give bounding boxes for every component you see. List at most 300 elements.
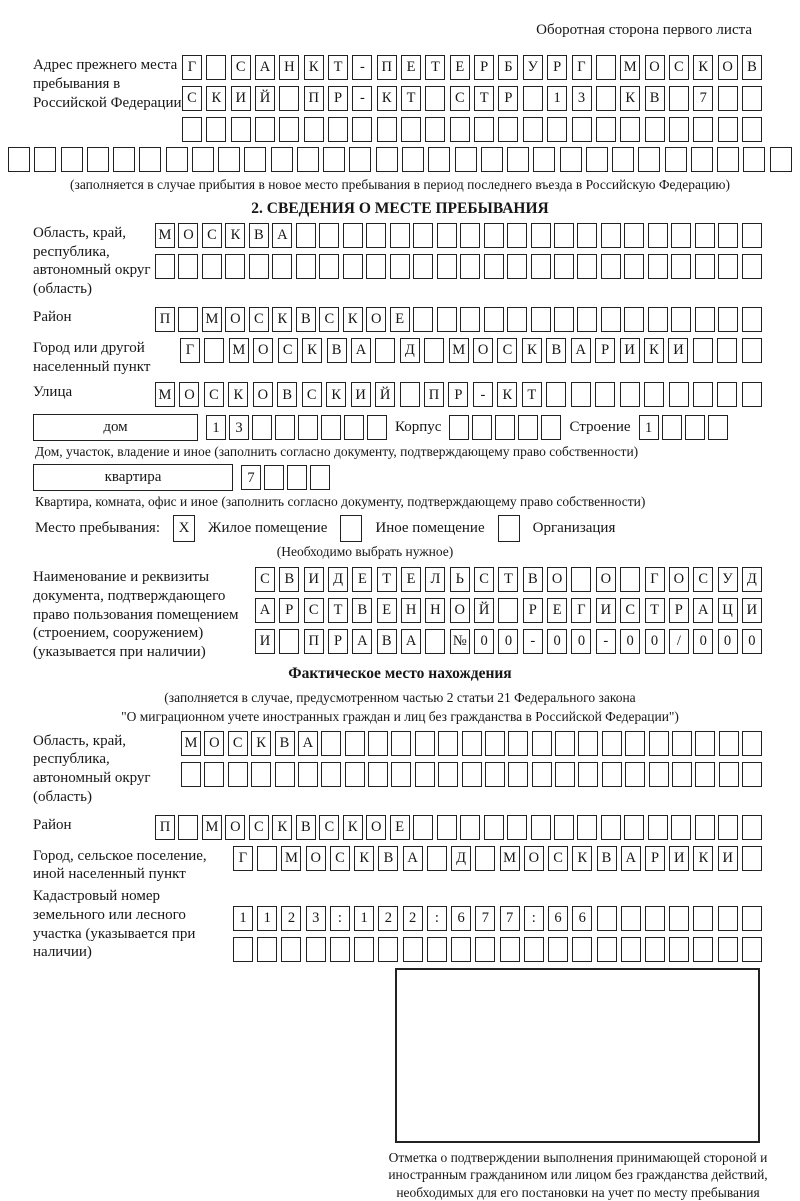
- char-box[interactable]: В: [279, 567, 299, 592]
- char-box[interactable]: К: [497, 382, 517, 407]
- char-box[interactable]: [345, 762, 365, 787]
- char-box[interactable]: [485, 731, 505, 756]
- char-box[interactable]: [251, 762, 271, 787]
- char-box[interactable]: [577, 223, 597, 248]
- char-box[interactable]: С: [497, 338, 517, 363]
- char-box[interactable]: [507, 815, 527, 840]
- char-box[interactable]: [377, 117, 397, 142]
- char-box[interactable]: Г: [571, 598, 591, 623]
- char-box[interactable]: К: [206, 86, 226, 111]
- char-box[interactable]: [366, 223, 386, 248]
- char-box[interactable]: [578, 731, 598, 756]
- char-box[interactable]: :: [427, 906, 447, 931]
- char-box[interactable]: В: [352, 598, 372, 623]
- char-box[interactable]: О: [366, 307, 386, 332]
- char-box[interactable]: [571, 382, 591, 407]
- char-box[interactable]: Т: [328, 55, 348, 80]
- char-box[interactable]: [554, 815, 574, 840]
- char-box[interactable]: [669, 906, 689, 931]
- char-box[interactable]: Е: [390, 307, 410, 332]
- char-box[interactable]: [648, 223, 668, 248]
- char-box[interactable]: И: [231, 86, 251, 111]
- char-box[interactable]: С: [304, 598, 324, 623]
- char-box[interactable]: В: [597, 846, 617, 871]
- char-box[interactable]: [296, 223, 316, 248]
- char-box[interactable]: К: [343, 307, 363, 332]
- char-box[interactable]: [672, 731, 692, 756]
- char-box[interactable]: [391, 762, 411, 787]
- char-box[interactable]: В: [296, 815, 316, 840]
- char-box[interactable]: П: [155, 815, 175, 840]
- char-box[interactable]: В: [645, 86, 665, 111]
- char-box[interactable]: [279, 117, 299, 142]
- char-box[interactable]: К: [251, 731, 271, 756]
- char-box[interactable]: [644, 382, 664, 407]
- char-box[interactable]: Г: [182, 55, 202, 80]
- char-box[interactable]: [695, 223, 715, 248]
- char-box[interactable]: О: [718, 55, 738, 80]
- char-box[interactable]: 7: [693, 86, 713, 111]
- char-box[interactable]: [645, 117, 665, 142]
- char-box[interactable]: [602, 762, 622, 787]
- char-box[interactable]: [181, 762, 201, 787]
- char-box[interactable]: [202, 254, 222, 279]
- char-box[interactable]: И: [255, 629, 275, 654]
- char-box[interactable]: М: [155, 382, 175, 407]
- char-box[interactable]: О: [366, 815, 386, 840]
- char-box[interactable]: [508, 762, 528, 787]
- char-box[interactable]: [693, 906, 713, 931]
- char-box[interactable]: [460, 815, 480, 840]
- char-box[interactable]: О: [178, 223, 198, 248]
- char-box[interactable]: [460, 307, 480, 332]
- char-box[interactable]: [344, 415, 364, 440]
- char-box[interactable]: [450, 117, 470, 142]
- char-box[interactable]: 0: [498, 629, 518, 654]
- char-box[interactable]: [672, 762, 692, 787]
- char-box[interactable]: М: [500, 846, 520, 871]
- char-box[interactable]: [415, 731, 435, 756]
- char-box[interactable]: [645, 906, 665, 931]
- char-box[interactable]: Ц: [718, 598, 738, 623]
- char-box[interactable]: [620, 567, 640, 592]
- char-box[interactable]: [718, 307, 738, 332]
- char-box[interactable]: [602, 731, 622, 756]
- char-box[interactable]: [484, 254, 504, 279]
- char-box[interactable]: [601, 307, 621, 332]
- char-box[interactable]: [279, 629, 299, 654]
- char-box[interactable]: 2: [281, 906, 301, 931]
- char-box[interactable]: [718, 937, 738, 962]
- char-box[interactable]: 2: [378, 906, 398, 931]
- char-box[interactable]: А: [298, 731, 318, 756]
- char-box[interactable]: [508, 731, 528, 756]
- char-box[interactable]: -: [596, 629, 616, 654]
- char-box[interactable]: [323, 147, 345, 172]
- char-box[interactable]: К: [302, 338, 322, 363]
- char-box[interactable]: [375, 338, 395, 363]
- char-box[interactable]: [718, 254, 738, 279]
- char-box[interactable]: [484, 815, 504, 840]
- char-box[interactable]: В: [546, 338, 566, 363]
- char-box[interactable]: А: [571, 338, 591, 363]
- char-box[interactable]: [437, 307, 457, 332]
- char-box[interactable]: О: [225, 815, 245, 840]
- char-box[interactable]: [531, 815, 551, 840]
- char-box[interactable]: [624, 223, 644, 248]
- char-box[interactable]: Е: [390, 815, 410, 840]
- char-box[interactable]: [192, 147, 214, 172]
- char-box[interactable]: П: [424, 382, 444, 407]
- char-box[interactable]: И: [596, 598, 616, 623]
- char-box[interactable]: С: [202, 223, 222, 248]
- char-box[interactable]: [345, 731, 365, 756]
- char-box[interactable]: С: [319, 307, 339, 332]
- char-box[interactable]: В: [275, 731, 295, 756]
- char-box[interactable]: С: [231, 55, 251, 80]
- char-box[interactable]: [437, 223, 457, 248]
- char-box[interactable]: [596, 86, 616, 111]
- char-box[interactable]: Т: [474, 86, 494, 111]
- char-box[interactable]: Г: [233, 846, 253, 871]
- char-box[interactable]: [719, 731, 739, 756]
- char-box[interactable]: -: [352, 55, 372, 80]
- char-box[interactable]: [669, 86, 689, 111]
- char-box[interactable]: 3: [229, 415, 249, 440]
- char-box[interactable]: [474, 117, 494, 142]
- char-box[interactable]: Р: [669, 598, 689, 623]
- char-box[interactable]: О: [204, 731, 224, 756]
- char-box[interactable]: [532, 731, 552, 756]
- char-box[interactable]: [225, 254, 245, 279]
- char-box[interactable]: Т: [401, 86, 421, 111]
- char-box[interactable]: -: [523, 629, 543, 654]
- char-box[interactable]: Р: [279, 598, 299, 623]
- char-box[interactable]: [596, 117, 616, 142]
- char-box[interactable]: [691, 147, 713, 172]
- char-box[interactable]: 3: [306, 906, 326, 931]
- char-box[interactable]: [425, 117, 445, 142]
- char-box[interactable]: [743, 147, 765, 172]
- char-box[interactable]: [233, 937, 253, 962]
- char-box[interactable]: О: [225, 307, 245, 332]
- char-box[interactable]: С: [330, 846, 350, 871]
- char-box[interactable]: О: [253, 382, 273, 407]
- char-box[interactable]: [718, 86, 738, 111]
- char-box[interactable]: О: [473, 338, 493, 363]
- char-box[interactable]: [306, 937, 326, 962]
- char-box[interactable]: К: [377, 86, 397, 111]
- char-box[interactable]: С: [249, 815, 269, 840]
- char-box[interactable]: Т: [425, 55, 445, 80]
- char-box[interactable]: [638, 147, 660, 172]
- char-box[interactable]: [546, 382, 566, 407]
- char-box[interactable]: С: [182, 86, 202, 111]
- char-box[interactable]: [533, 147, 555, 172]
- char-box[interactable]: [367, 415, 387, 440]
- char-box[interactable]: А: [352, 629, 372, 654]
- char-box[interactable]: [693, 937, 713, 962]
- char-box[interactable]: [518, 415, 538, 440]
- char-box[interactable]: [718, 223, 738, 248]
- char-box[interactable]: [507, 223, 527, 248]
- char-box[interactable]: Г: [572, 55, 592, 80]
- char-box[interactable]: [624, 307, 644, 332]
- char-box[interactable]: [279, 86, 299, 111]
- char-box[interactable]: [586, 147, 608, 172]
- char-box[interactable]: М: [620, 55, 640, 80]
- char-box[interactable]: [218, 147, 240, 172]
- char-box[interactable]: С: [249, 307, 269, 332]
- char-box[interactable]: Й: [474, 598, 494, 623]
- char-box[interactable]: [555, 731, 575, 756]
- char-box[interactable]: 6: [548, 906, 568, 931]
- char-box[interactable]: О: [179, 382, 199, 407]
- char-box[interactable]: [665, 147, 687, 172]
- char-box[interactable]: [400, 382, 420, 407]
- char-box[interactable]: [770, 147, 792, 172]
- char-box[interactable]: К: [693, 846, 713, 871]
- char-box[interactable]: [376, 147, 398, 172]
- char-box[interactable]: [625, 731, 645, 756]
- char-box[interactable]: [742, 731, 762, 756]
- char-box[interactable]: Т: [498, 567, 518, 592]
- char-box[interactable]: [455, 147, 477, 172]
- char-box[interactable]: [620, 382, 640, 407]
- char-box[interactable]: 0: [474, 629, 494, 654]
- char-box[interactable]: [287, 465, 307, 490]
- char-box[interactable]: [252, 415, 272, 440]
- char-box[interactable]: [742, 117, 762, 142]
- char-box[interactable]: Н: [279, 55, 299, 80]
- char-box[interactable]: Д: [742, 567, 762, 592]
- char-box[interactable]: А: [401, 629, 421, 654]
- char-box[interactable]: Л: [425, 567, 445, 592]
- char-box[interactable]: [595, 382, 615, 407]
- char-box[interactable]: [281, 937, 301, 962]
- char-box[interactable]: С: [620, 598, 640, 623]
- char-box[interactable]: [34, 147, 56, 172]
- char-box[interactable]: [523, 86, 543, 111]
- char-box[interactable]: [671, 307, 691, 332]
- char-box[interactable]: /: [669, 629, 689, 654]
- char-box[interactable]: И: [742, 598, 762, 623]
- char-box[interactable]: [597, 937, 617, 962]
- char-box[interactable]: [182, 117, 202, 142]
- char-box[interactable]: [742, 86, 762, 111]
- char-box[interactable]: [204, 338, 224, 363]
- char-box[interactable]: [500, 937, 520, 962]
- char-box[interactable]: 7: [475, 906, 495, 931]
- char-box[interactable]: [554, 223, 574, 248]
- char-box[interactable]: [343, 254, 363, 279]
- char-box[interactable]: [577, 815, 597, 840]
- char-box[interactable]: К: [272, 307, 292, 332]
- char-box[interactable]: [368, 731, 388, 756]
- char-box[interactable]: С: [278, 338, 298, 363]
- char-box[interactable]: 6: [572, 906, 592, 931]
- char-box[interactable]: К: [620, 86, 640, 111]
- char-box[interactable]: [255, 117, 275, 142]
- char-box[interactable]: [649, 762, 669, 787]
- char-box[interactable]: 2: [403, 906, 423, 931]
- char-box[interactable]: В: [249, 223, 269, 248]
- char-box[interactable]: Т: [328, 598, 348, 623]
- char-box[interactable]: [669, 117, 689, 142]
- char-box[interactable]: [275, 415, 295, 440]
- char-box[interactable]: [328, 117, 348, 142]
- char-box[interactable]: [257, 937, 277, 962]
- char-box[interactable]: [523, 117, 543, 142]
- char-box[interactable]: [577, 254, 597, 279]
- char-box[interactable]: [310, 465, 330, 490]
- char-box[interactable]: [742, 762, 762, 787]
- char-box[interactable]: [624, 815, 644, 840]
- char-box[interactable]: [695, 254, 715, 279]
- char-box[interactable]: [472, 415, 492, 440]
- char-box[interactable]: Р: [523, 598, 543, 623]
- char-box[interactable]: [541, 415, 561, 440]
- char-box[interactable]: К: [522, 338, 542, 363]
- char-box[interactable]: О: [645, 55, 665, 80]
- char-box[interactable]: Р: [328, 629, 348, 654]
- char-box[interactable]: 7: [241, 465, 261, 490]
- char-box[interactable]: С: [319, 815, 339, 840]
- char-box[interactable]: М: [202, 815, 222, 840]
- char-box[interactable]: Д: [451, 846, 471, 871]
- char-box[interactable]: [462, 731, 482, 756]
- checkbox-zhiloe[interactable]: X: [173, 515, 195, 542]
- char-box[interactable]: [507, 254, 527, 279]
- char-box[interactable]: [460, 223, 480, 248]
- char-box[interactable]: [438, 731, 458, 756]
- char-box[interactable]: С: [450, 86, 470, 111]
- char-box[interactable]: [321, 762, 341, 787]
- char-box[interactable]: [378, 937, 398, 962]
- char-box[interactable]: [264, 465, 284, 490]
- char-box[interactable]: [178, 254, 198, 279]
- char-box[interactable]: [425, 86, 445, 111]
- char-box[interactable]: [204, 762, 224, 787]
- char-box[interactable]: [427, 937, 447, 962]
- char-box[interactable]: [415, 762, 435, 787]
- char-box[interactable]: [648, 815, 668, 840]
- char-box[interactable]: М: [202, 307, 222, 332]
- char-box[interactable]: -: [352, 86, 372, 111]
- char-box[interactable]: [498, 117, 518, 142]
- char-box[interactable]: [244, 147, 266, 172]
- char-box[interactable]: К: [644, 338, 664, 363]
- char-box[interactable]: [625, 762, 645, 787]
- char-box[interactable]: [649, 731, 669, 756]
- char-box[interactable]: А: [351, 338, 371, 363]
- char-box[interactable]: Г: [180, 338, 200, 363]
- char-box[interactable]: К: [225, 223, 245, 248]
- char-box[interactable]: Р: [645, 846, 665, 871]
- char-box[interactable]: [669, 937, 689, 962]
- char-box[interactable]: [572, 937, 592, 962]
- char-box[interactable]: [451, 937, 471, 962]
- char-box[interactable]: Е: [547, 598, 567, 623]
- char-box[interactable]: [178, 307, 198, 332]
- char-box[interactable]: [368, 762, 388, 787]
- char-box[interactable]: [437, 815, 457, 840]
- char-box[interactable]: С: [474, 567, 494, 592]
- char-box[interactable]: [437, 254, 457, 279]
- char-box[interactable]: 1: [354, 906, 374, 931]
- char-box[interactable]: [601, 254, 621, 279]
- char-box[interactable]: [621, 937, 641, 962]
- char-box[interactable]: [601, 223, 621, 248]
- char-box[interactable]: [297, 147, 319, 172]
- char-box[interactable]: В: [377, 629, 397, 654]
- char-box[interactable]: С: [302, 382, 322, 407]
- char-box[interactable]: 0: [742, 629, 762, 654]
- char-box[interactable]: [498, 598, 518, 623]
- char-box[interactable]: М: [281, 846, 301, 871]
- char-box[interactable]: Т: [522, 382, 542, 407]
- char-box[interactable]: 0: [693, 629, 713, 654]
- char-box[interactable]: С: [255, 567, 275, 592]
- char-box[interactable]: Д: [328, 567, 348, 592]
- char-box[interactable]: Н: [401, 598, 421, 623]
- char-box[interactable]: [507, 307, 527, 332]
- char-box[interactable]: [555, 762, 575, 787]
- char-box[interactable]: И: [304, 567, 324, 592]
- char-box[interactable]: П: [155, 307, 175, 332]
- char-box[interactable]: И: [669, 846, 689, 871]
- char-box[interactable]: [560, 147, 582, 172]
- char-box[interactable]: [296, 254, 316, 279]
- char-box[interactable]: [531, 223, 551, 248]
- char-box[interactable]: К: [693, 55, 713, 80]
- char-box[interactable]: :: [524, 906, 544, 931]
- char-box[interactable]: К: [228, 382, 248, 407]
- char-box[interactable]: [484, 223, 504, 248]
- char-box[interactable]: 3: [572, 86, 592, 111]
- char-box[interactable]: [319, 223, 339, 248]
- char-box[interactable]: Е: [450, 55, 470, 80]
- char-box[interactable]: [695, 307, 715, 332]
- char-box[interactable]: :: [330, 906, 350, 931]
- char-box[interactable]: [577, 307, 597, 332]
- char-box[interactable]: К: [326, 382, 346, 407]
- char-box[interactable]: [413, 254, 433, 279]
- char-box[interactable]: №: [450, 629, 470, 654]
- char-box[interactable]: [484, 307, 504, 332]
- char-box[interactable]: Е: [377, 598, 397, 623]
- char-box[interactable]: И: [620, 338, 640, 363]
- char-box[interactable]: 1: [233, 906, 253, 931]
- char-box[interactable]: К: [572, 846, 592, 871]
- char-box[interactable]: О: [253, 338, 273, 363]
- char-box[interactable]: [485, 762, 505, 787]
- char-box[interactable]: М: [449, 338, 469, 363]
- char-box[interactable]: [571, 567, 591, 592]
- char-box[interactable]: У: [718, 567, 738, 592]
- char-box[interactable]: С: [548, 846, 568, 871]
- char-box[interactable]: [298, 415, 318, 440]
- char-box[interactable]: [228, 762, 248, 787]
- char-box[interactable]: 0: [645, 629, 665, 654]
- char-box[interactable]: 0: [547, 629, 567, 654]
- char-box[interactable]: [321, 415, 341, 440]
- char-box[interactable]: В: [296, 307, 316, 332]
- char-box[interactable]: [449, 415, 469, 440]
- char-box[interactable]: А: [693, 598, 713, 623]
- char-box[interactable]: [695, 731, 715, 756]
- char-box[interactable]: Р: [498, 86, 518, 111]
